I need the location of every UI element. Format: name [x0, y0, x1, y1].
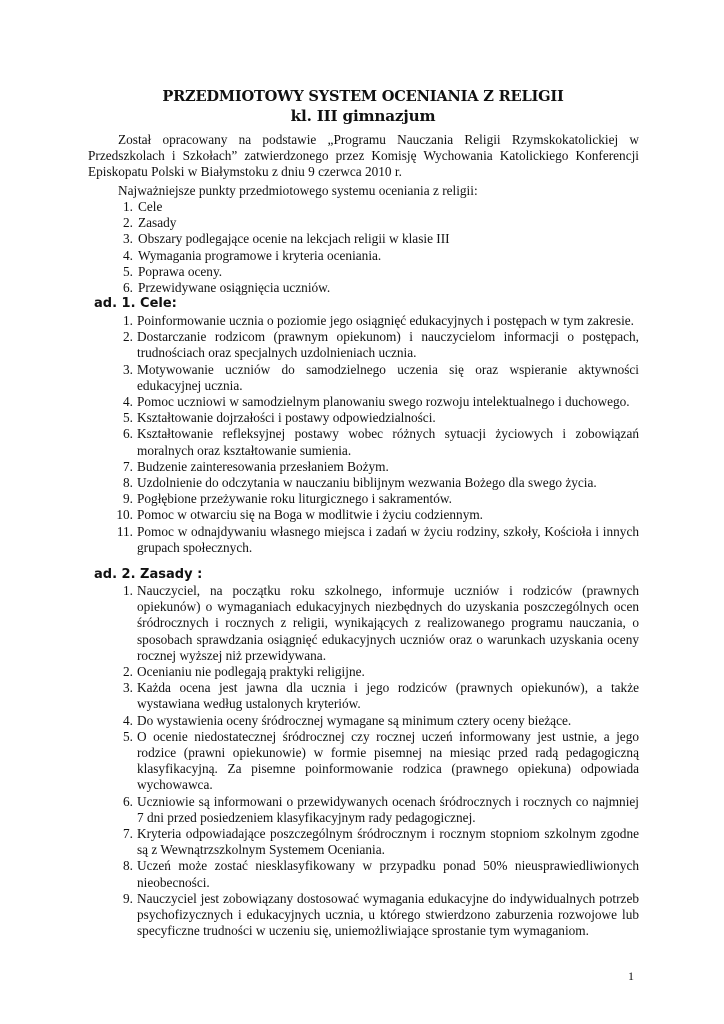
- list-number: 4.: [123, 394, 133, 410]
- list-text: Motywowanie uczniów do samodzielnego uczenia się oraz wspieranie aktywności edukacyjnej ucznia.: [137, 361, 639, 393]
- list-item: [118, 313, 639, 329]
- list-item: [118, 507, 639, 523]
- list-item: [118, 826, 639, 858]
- list-text: Cele: [138, 199, 163, 214]
- list-text: Zasady: [138, 215, 177, 231]
- list-number: 5.: [123, 410, 133, 426]
- list-number: 10.: [116, 507, 133, 523]
- list-text: Ocenianiu nie podlegają praktyki religijne.: [137, 664, 365, 680]
- intro-paragraph: Został opracowany na podstawie „Programu Nauczania Religii Rzymskokatolickiej w Przedszkolach i Szkołach” zatwierdzonego przez Komisję Wychowania Katolickiego Konferencji Episkopatu Polski w Białymstoku z dniu 9 czerwca 2010 r.: [88, 132, 639, 180]
- list-text: Pomoc uczniowi w samodzielnym planowaniu swego rozwoju intelektualnego i duchowego.: [137, 394, 630, 410]
- list-text: Do wystawienia oceny śródrocznej wymagane są minimum cztery oceny bieżące.: [137, 712, 572, 728]
- list-number: 6.: [123, 280, 133, 296]
- list-number: 2.: [123, 664, 133, 680]
- list-number: 6.: [123, 793, 133, 809]
- zasady-list: [118, 583, 639, 939]
- list-item: [118, 524, 639, 556]
- list-item: [118, 713, 639, 729]
- list-number: 3.: [123, 680, 133, 696]
- list-item: [118, 664, 639, 680]
- list-item: [118, 426, 639, 458]
- list-number: 6.: [123, 426, 133, 442]
- list-number: 1.: [123, 583, 133, 598]
- list-number: 4.: [123, 712, 133, 728]
- cele-list: [118, 313, 639, 556]
- document-subtitle: kl. III gimnazjum: [290, 107, 436, 125]
- list-number: 7.: [123, 826, 133, 842]
- document-title: PRZEDMIOTOWY SYSTEM OCENIANIA Z RELIGII: [162, 88, 564, 105]
- list-text: Uzdolnienie do odczytania w nauczaniu biblijnym wezwania Bożego dla swego życia.: [137, 475, 597, 491]
- list-item: [118, 680, 639, 712]
- list-text: Wymagania programowe i kryteria oceniania.: [138, 247, 382, 263]
- list-number: 1.: [123, 199, 133, 214]
- list-text: Dostarczanie rodzicom (prawnym opiekunom) i nauczycielom informacji o postępach, trudnościach oraz specjalnych uzdolnieniach ucznia.: [137, 329, 639, 361]
- list-number: 5.: [123, 728, 133, 744]
- list-text: Kształtowanie dojrzałości i postawy odpowiedzialności.: [137, 410, 436, 426]
- list-number: 8.: [123, 858, 133, 874]
- list-number: 11.: [116, 523, 133, 539]
- list-item: [118, 264, 518, 280]
- list-number: 1.: [123, 313, 133, 328]
- list-item: [118, 583, 639, 664]
- list-text: Każda ocena jest jawna dla ucznia i jego rodziców (prawnych opiekunów), a także wystawiana według ustalonych kryteriów.: [137, 680, 639, 712]
- list-text: Obszary podlegające ocenie na lekcjach religii w klasie III: [138, 231, 450, 247]
- list-number: 5.: [123, 263, 133, 279]
- list-item: [118, 362, 639, 394]
- list-text: Budzenie zainteresowania przesłaniem Bożym.: [137, 458, 389, 474]
- list-item: [118, 410, 639, 426]
- list-number: 3.: [123, 361, 133, 377]
- list-text: Uczeń może zostać niesklasyfikowany w przypadku ponad 50% nieusprawiedliwionych nieobecności.: [137, 858, 639, 890]
- list-text: Nauczyciel, na początku roku szkolnego, informuje uczniów i rodziców (prawnych opiekunów) o wymaganiach edukacyjnych niezbędnych do uzyskania poszczególnych ocen śródrocznych i rocznych z religii, wynikających z realizowanego programu nauczania, o sposobach sprawdzania osiągnięć edukacyjnych uczniów oraz o warunkach uzyskania oceny rocznej wyższej niż przewidywana.: [137, 583, 639, 663]
- list-text: Poinformowanie ucznia o poziomie jego osiągnięć edukacyjnych i postępach w tym zakresie.: [137, 313, 634, 328]
- list-item: [118, 858, 639, 890]
- list-item: [118, 891, 639, 940]
- list-text: Pomoc w odnajdywaniu własnego miejsca i zadań w życiu rodziny, szkoły, Kościoła i innych grupach społecznych.: [137, 523, 639, 555]
- list-number: 3.: [123, 231, 133, 247]
- list-text: Poprawa oceny.: [138, 263, 223, 279]
- list-number: 8.: [123, 475, 133, 491]
- list-number: 4.: [123, 247, 133, 263]
- list-item: [118, 794, 639, 826]
- list-number: 2.: [123, 329, 133, 345]
- list-item: [118, 729, 639, 794]
- list-number: 2.: [123, 215, 133, 231]
- list-text: Nauczyciel jest zobowiązany dostosować wymagania edukacyjne do indywidualnych potrzeb psychofizycznych i edukacyjnych ucznia, u którego stwierdzono zaburzenia rozwojowe lub specyficzne trudności w uczeniu się, uniemożliwiające sprostanie tym wymaganiom.: [137, 890, 639, 939]
- list-item: [118, 491, 639, 507]
- points-list: [118, 199, 518, 296]
- list-item: [118, 394, 639, 410]
- list-item: [118, 199, 518, 215]
- list-number: 9.: [123, 491, 133, 507]
- list-text: Pomoc w otwarciu się na Boga w modlitwie i życiu codziennym.: [137, 507, 484, 523]
- list-item: [118, 280, 518, 296]
- list-text: Kształtowanie refleksyjnej postawy wobec różnych sytuacji życiowych i zobowiązań moralnych oraz kształtowanie sumienia.: [137, 426, 639, 458]
- list-text: Uczniowie są informowani o przewidywanych ocenach śródrocznych i rocznych co najmniej 7 dni przed posiedzeniem klasyfikacyjnym rady pedagogicznej.: [137, 793, 639, 825]
- list-item: [118, 459, 639, 475]
- list-item: [118, 248, 518, 264]
- list-item: [118, 475, 639, 491]
- page-number: 1: [628, 969, 634, 983]
- list-item: [118, 215, 518, 231]
- list-number: 7.: [123, 458, 133, 474]
- list-text: Przewidywane osiągnięcia uczniów.: [138, 280, 331, 296]
- points-heading: Najważniejsze punkty przedmiotowego systemu oceniania z religii:: [118, 183, 478, 198]
- list-number: 9.: [123, 890, 133, 906]
- list-text: Pogłębione przeżywanie roku liturgicznego i sakramentów.: [137, 491, 452, 507]
- list-text: O ocenie niedostatecznej śródrocznej czy rocznej uczeń informowany jest ustnie, a jego rodzice (prawni opiekunowie) w formie pisemnej na miesiąc przed radą pedagogiczną klasyfikacyjną. Za pisemne poinformowanie rodzica (prawnego opiekuna) odpowiada wychowawca.: [137, 728, 639, 793]
- list-text: Kryteria odpowiadające poszczególnym śródrocznym i rocznym stopniom szkolnym zgodne są z Wewnątrzszkolnym Systemem Oceniania.: [137, 826, 639, 858]
- section-heading-zasady: ad. 2. Zasady :: [94, 567, 203, 582]
- list-item: [118, 231, 518, 247]
- section-heading-cele: ad. 1. Cele:: [94, 296, 177, 311]
- list-item: [118, 329, 639, 361]
